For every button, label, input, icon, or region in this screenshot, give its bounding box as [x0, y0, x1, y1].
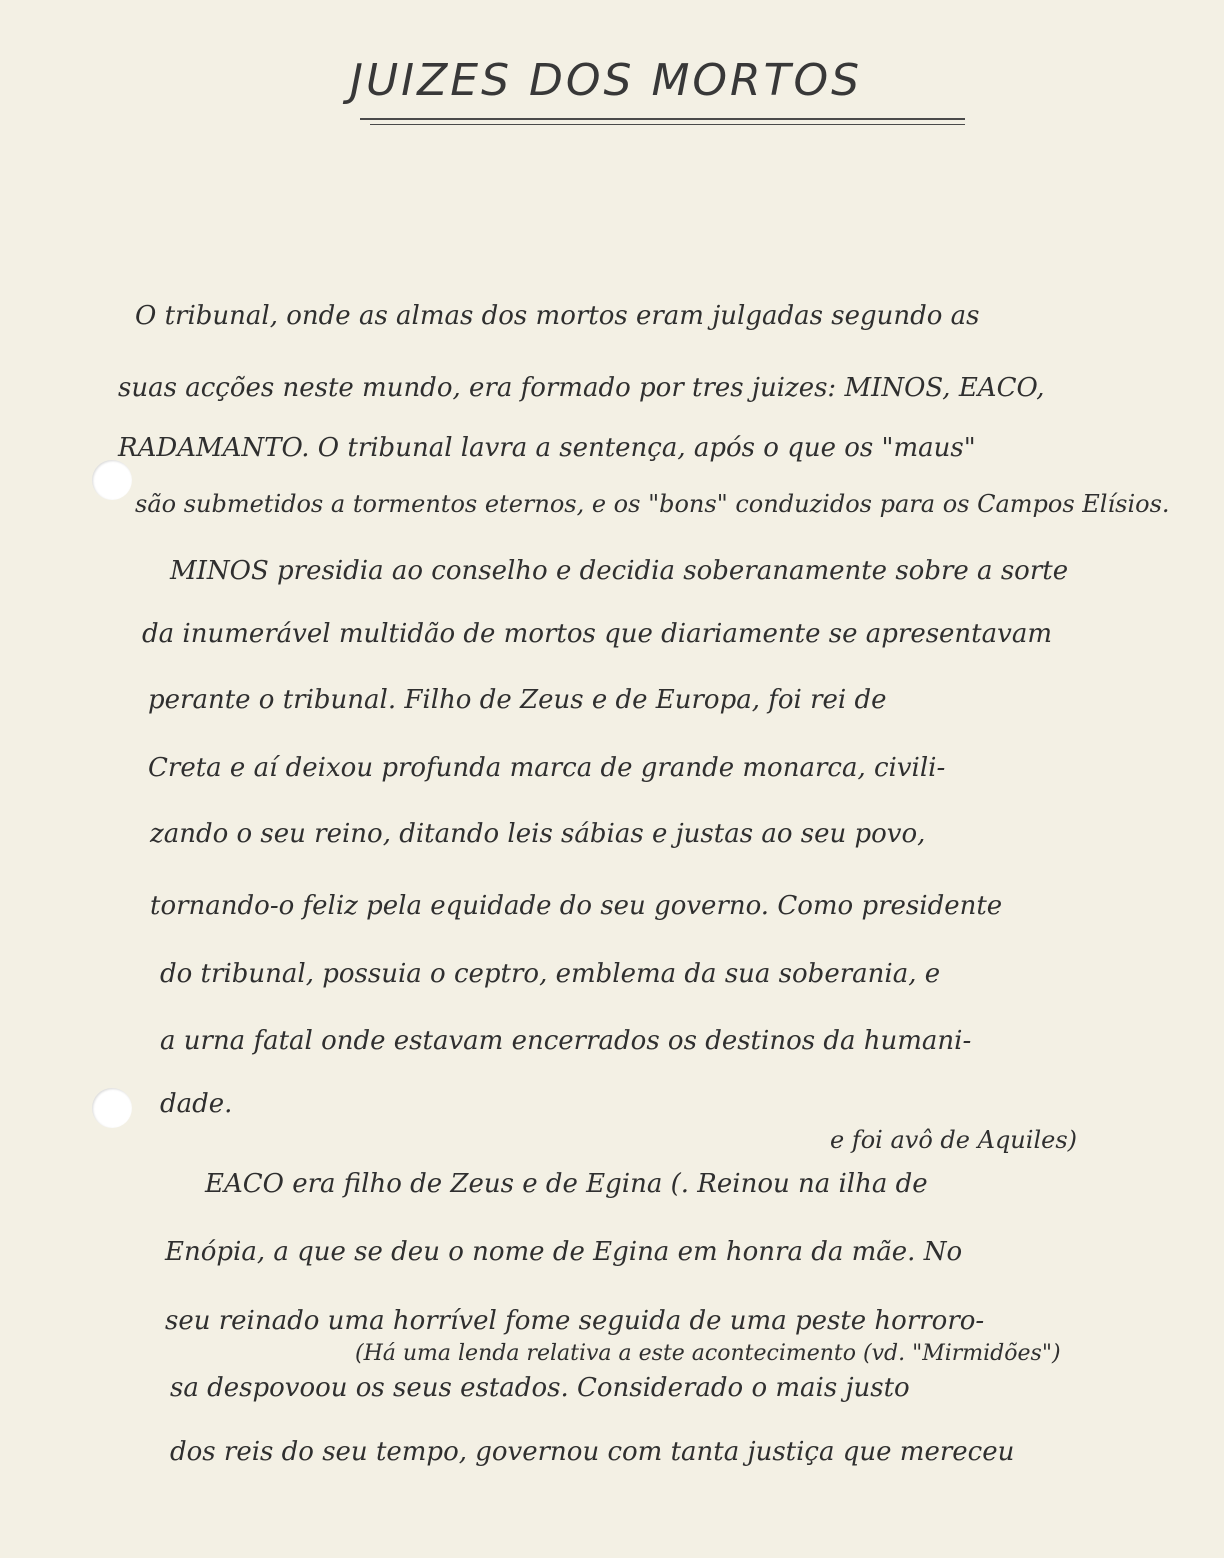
binder-hole-top	[92, 460, 132, 500]
text-line: do tribunal, possuia o ceptro, emblema da sua soberania, e	[160, 959, 941, 989]
text-line: dade.	[160, 1089, 233, 1119]
page-title: JUIZES DOS MORTOS	[350, 55, 863, 106]
title-underline-second	[370, 124, 965, 125]
binder-hole-bottom	[92, 1088, 132, 1128]
text-line: da inumerável multidão de mortos que diariamente se apresentavam	[142, 619, 1052, 649]
text-line: O tribunal, onde as almas dos mortos eram julgadas segundo as	[135, 301, 980, 331]
text-line: seu reinado uma horrível fome seguida de uma peste horroro-	[165, 1306, 985, 1336]
text-line: EACO era filho de Zeus e de Egina (. Reinou na ilha de	[205, 1169, 928, 1199]
text-line: a urna fatal onde estavam encerrados os destinos da humani-	[160, 1026, 972, 1056]
text-line: tornando-o feliz pela equidade do seu governo. Como presidente	[150, 891, 1003, 921]
margin-insertion: e foi avô de Aquiles)	[830, 1126, 1077, 1154]
text-line: MINOS presidia ao conselho e decidia soberanamente sobre a sorte	[170, 556, 1069, 586]
text-line: Enópia, a que se deu o nome de Egina em honra da mãe. No	[165, 1237, 963, 1267]
title-underline	[360, 118, 965, 120]
text-line: são submetidos a tormentos eternos, e os "bons" conduzidos para os Campos Elísios.	[135, 490, 1170, 518]
text-line: suas acções neste mundo, era formado por tres juizes: MINOS, EACO,	[118, 373, 1045, 403]
margin-insertion: (Há uma lenda relativa a este acontecimento (vd. "Mirmidões")	[355, 1341, 1061, 1366]
text-line: zando o seu reino, ditando leis sábias e justas ao seu povo,	[150, 819, 926, 849]
text-line: sa despovoou os seus estados. Considerado o mais justo	[170, 1373, 910, 1403]
text-line: Creta e aí deixou profunda marca de grande monarca, civili-	[148, 753, 946, 783]
text-line: RADAMANTO. O tribunal lavra a sentença, após o que os "maus"	[118, 433, 976, 463]
text-line: dos reis do seu tempo, governou com tanta justiça que mereceu	[170, 1437, 1015, 1467]
text-line: perante o tribunal. Filho de Zeus e de Europa, foi rei de	[148, 685, 887, 715]
